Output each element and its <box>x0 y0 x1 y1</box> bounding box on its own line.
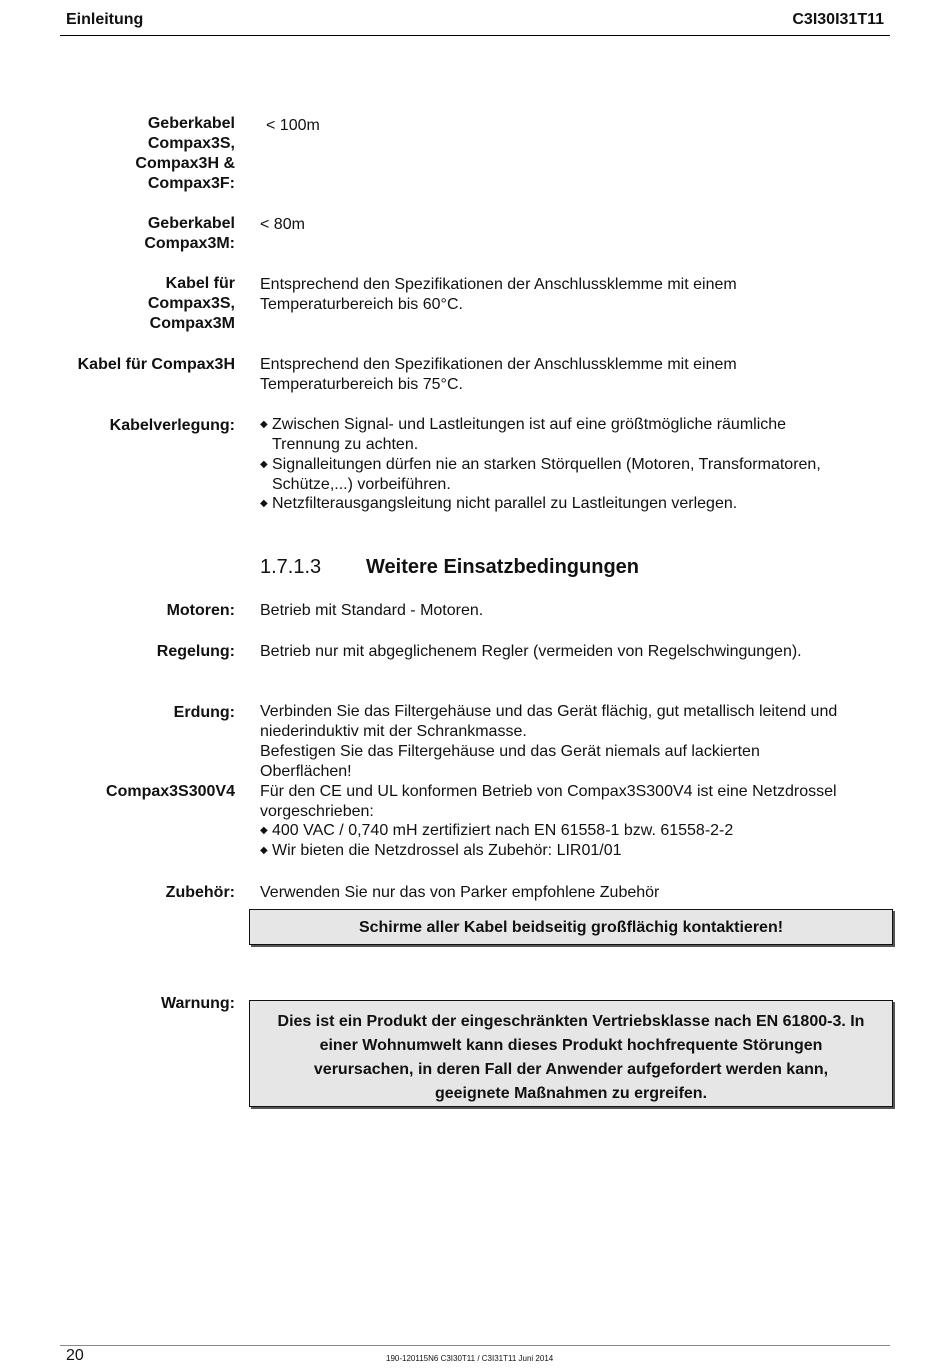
label-compax3s300v4: Compax3S300V4 <box>106 783 235 800</box>
diamond-bullet-icon: ◆ <box>260 845 268 856</box>
footer-divider <box>60 1345 890 1346</box>
label-motoren: Motoren: <box>166 602 235 619</box>
diamond-bullet-icon: ◆ <box>260 825 268 836</box>
page-number: 20 <box>66 1347 84 1364</box>
section-title: Weitere Einsatzbedingungen <box>366 556 639 578</box>
label-geberkabel-compax3m: Geberkabel Compax3M: <box>144 215 235 252</box>
footer-document-reference: 190-120115N6 C3I30T11 / C3I31T11 Juni 2014 <box>386 1354 554 1363</box>
value-compax3s300v4: Für den CE und UL konformen Betrieb von Compax3S300V4 ist eine Netzdrossel vorgeschrieben: <box>260 783 837 820</box>
header-document-code: C3I30I31T11 <box>792 11 884 28</box>
value-erdung: Verbinden Sie das Filtergehäuse und das Gerät flächig, gut metallisch leitend und niederinduktiv mit der Schrankmasse. Befestigen Sie das Filtergehäuse und das Gerät niemals auf lackierten Oberflächen! <box>260 703 838 780</box>
label-warnung: Warnung: <box>160 995 235 1012</box>
label-kabel-compax3h: Kabel für Compax3H <box>77 356 235 373</box>
label-regelung: Regelung: <box>156 643 235 660</box>
diamond-bullet-icon: ◆ <box>260 419 268 430</box>
label-geberkabel-compax3s: Geberkabel Compax3S, Compax3H & Compax3F: <box>135 115 235 192</box>
section-number: 1.7.1.3 <box>260 556 322 578</box>
value-regelung: Betrieb nur mit abgeglichenem Regler (vermeiden von Regelschwingungen). <box>260 643 802 660</box>
value-kabel-compax3h: Entsprechend den Spezifikationen der Anschlussklemme mit einem Temperaturbereich bis 75°C. <box>260 356 737 393</box>
warning-box: Dies ist ein Produkt der eingeschränkten Vertriebsklasse nach EN 61800-3. In einer Wohnumwelt kann dieses Produkt hochfrequente Störungen verursachen, in deren Fall der Anwender aufgefordert werden kann, geeignete Maßnahmen zu ergreifen. <box>249 1000 893 1107</box>
value-kabel-compax3s: Entsprechend den Spezifikationen der Anschlussklemme mit einem Temperaturbereich bis 60°C. <box>260 276 737 313</box>
note-box-schirme: Schirme aller Kabel beidseitig großflächig kontaktieren! <box>249 909 893 945</box>
diamond-bullet-icon: ◆ <box>260 498 268 509</box>
label-kabelverlegung: Kabelverlegung: <box>109 417 235 434</box>
list-item: ◆ Signalleitungen dürfen nie an starken Störquellen (Motoren, Transformatoren, Schütze,...) vorbeiführen. <box>260 456 821 493</box>
list-item: ◆ 400 VAC / 0,740 mH zertifiziert nach EN 61558-1 bzw. 61558-2-2 <box>260 822 734 839</box>
label-kabel-compax3s: Kabel für Compax3S, Compax3M <box>147 275 235 332</box>
value-geberkabel-compax3s: < 100m <box>266 117 320 134</box>
header-divider <box>60 35 890 36</box>
header-section-title: Einleitung <box>66 11 144 28</box>
label-erdung: Erdung: <box>173 704 235 721</box>
list-item: ◆ Wir bieten die Netzdrossel als Zubehör: LIR01/01 <box>260 842 622 859</box>
list-item: ◆ Zwischen Signal- und Lastleitungen ist auf eine größtmögliche räumliche Trennung zu achten. <box>260 416 787 453</box>
value-motoren: Betrieb mit Standard - Motoren. <box>260 602 484 619</box>
list-item: ◆ Netzfilterausgangsleitung nicht parallel zu Lastleitungen verlegen. <box>260 495 738 512</box>
value-zubehoer: Verwenden Sie nur das von Parker empfohlene Zubehör <box>260 884 660 901</box>
label-zubehoer: Zubehör: <box>165 884 235 901</box>
value-geberkabel-compax3m: < 80m <box>260 216 305 233</box>
diamond-bullet-icon: ◆ <box>260 459 268 470</box>
section-heading <box>260 554 639 580</box>
